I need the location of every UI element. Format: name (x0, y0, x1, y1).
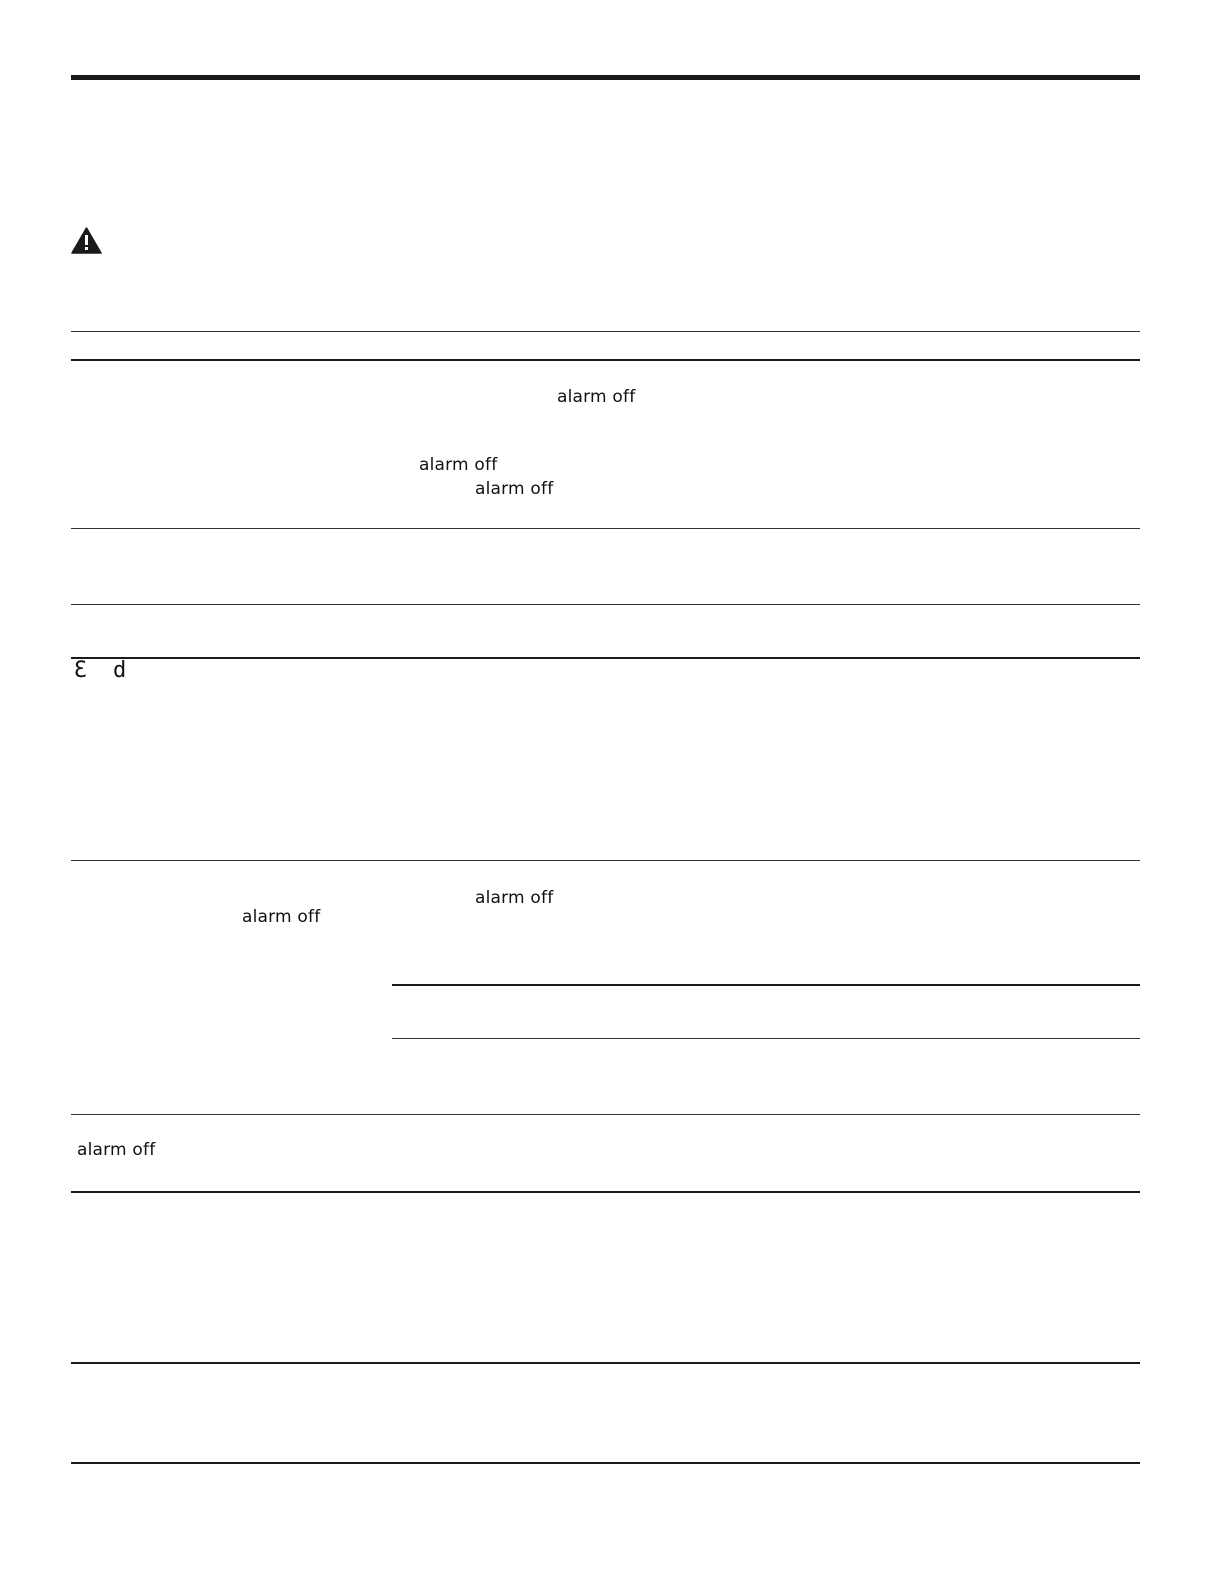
table-header-rule (71, 359, 1140, 361)
table-top-rule (71, 331, 1140, 332)
alarm-off-label: alarm off (557, 387, 636, 407)
section-rule (71, 1191, 1140, 1193)
section-rule (71, 657, 1140, 659)
sub-table-rule (392, 1038, 1140, 1039)
row-divider (71, 604, 1140, 605)
alarm-off-label: alarm off (242, 907, 321, 927)
row-divider (71, 1114, 1140, 1115)
alarm-off-label: alarm off (77, 1140, 156, 1160)
section-rule (71, 1362, 1140, 1364)
display-code-left: Ɛ (74, 658, 88, 683)
sub-table-top-rule (392, 984, 1140, 986)
display-code-right: d (113, 658, 127, 683)
warning-triangle-icon (71, 227, 102, 254)
alarm-off-label: alarm off (419, 455, 498, 475)
header-rule (71, 75, 1140, 80)
row-divider (71, 860, 1140, 861)
table-bottom-rule (71, 1462, 1140, 1464)
alarm-off-label: alarm off (475, 888, 554, 908)
row-divider (71, 528, 1140, 529)
alarm-off-label: alarm off (475, 479, 554, 499)
